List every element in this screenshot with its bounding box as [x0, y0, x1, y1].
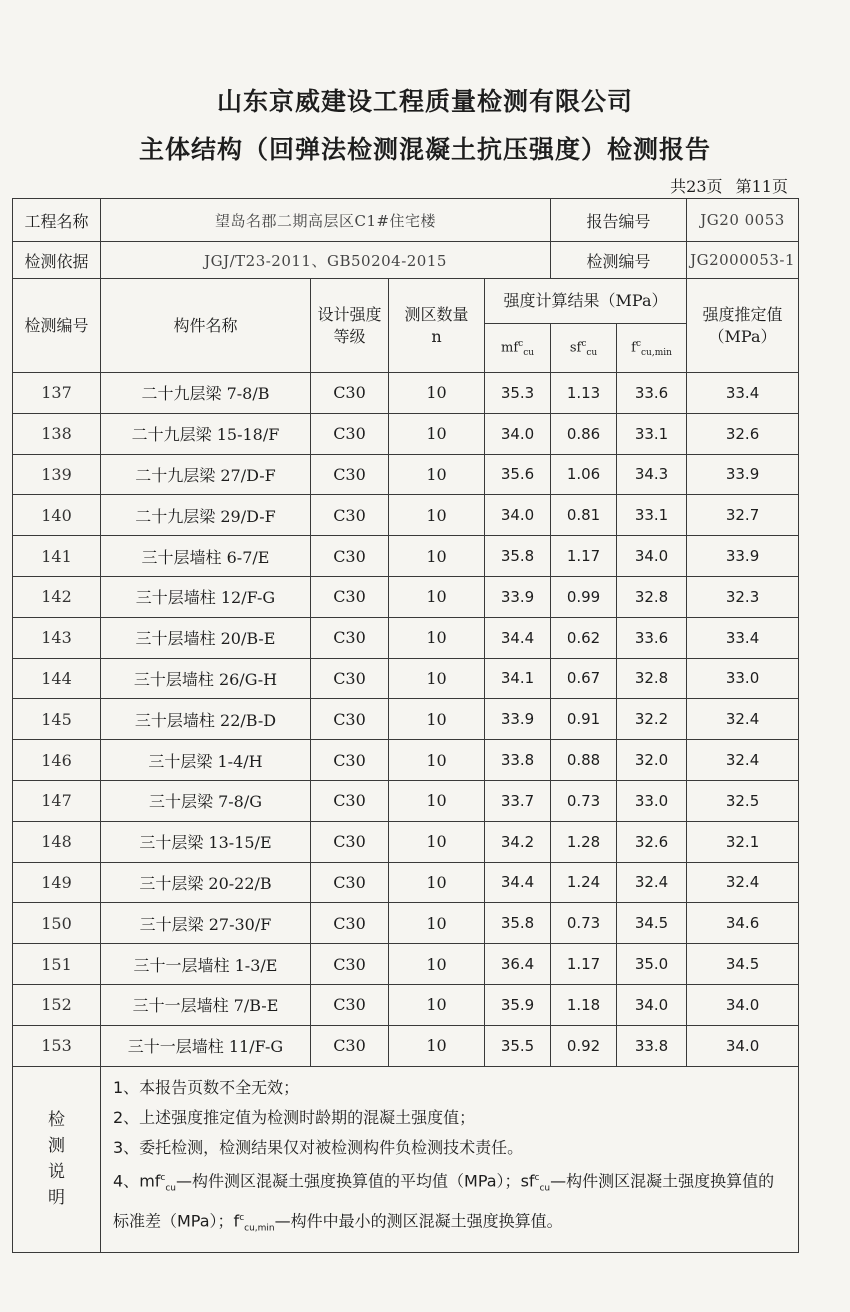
cell-zone-count: 10	[389, 1025, 485, 1066]
cell-min: 33.6	[617, 373, 687, 414]
cell-test-id: 150	[13, 903, 101, 944]
col-mean	[485, 324, 551, 373]
note4-sym-mean-sup: c	[160, 1172, 166, 1183]
cell-test-id: 145	[13, 699, 101, 740]
table-row	[13, 454, 799, 495]
col-mean-sym: mf	[501, 339, 519, 355]
project-label: 工程名称	[13, 199, 101, 242]
cell-min: 32.6	[617, 821, 687, 862]
cell-member-name: 三十层墙柱 22/B-D	[101, 699, 311, 740]
cell-test-id: 152	[13, 984, 101, 1025]
cell-estimate: 32.5	[687, 780, 799, 821]
notes-label-char: 说	[48, 1162, 65, 1183]
cell-min: 35.0	[617, 944, 687, 985]
cell-zone-count: 10	[389, 821, 485, 862]
cell-min: 32.4	[617, 862, 687, 903]
cell-std: 0.91	[551, 699, 617, 740]
test-no-label: 检测编号	[551, 242, 687, 279]
cell-mean: 33.9	[485, 576, 551, 617]
table-row	[13, 780, 799, 821]
cell-member-name: 三十一层墙柱 7/B-E	[101, 984, 311, 1025]
note4-text-min: —构件中最小的测区混凝土强度换算值。	[274, 1211, 563, 1231]
report-no-value: JG20 0053	[687, 199, 799, 242]
col-std-sub: cu	[586, 347, 598, 358]
data-rows	[13, 373, 799, 1067]
cell-design-grade: C30	[311, 536, 389, 577]
cell-member-name: 三十层梁 1-4/H	[101, 740, 311, 781]
col-min	[617, 324, 687, 373]
cell-min: 32.2	[617, 699, 687, 740]
cell-zone-count: 10	[389, 699, 485, 740]
cell-zone-count: 10	[389, 373, 485, 414]
cell-design-grade: C30	[311, 699, 389, 740]
cell-member-name: 二十九层梁 7-8/B	[101, 373, 311, 414]
note-item: 2、上述强度推定值为检测时龄期的混凝土强度值；	[113, 1107, 476, 1127]
table-row	[13, 903, 799, 944]
note4-prefix: 4、	[113, 1170, 140, 1190]
cell-estimate: 32.4	[687, 862, 799, 903]
page-total: 共23页	[670, 177, 723, 196]
cell-std: 0.92	[551, 1025, 617, 1066]
cell-zone-count: 10	[389, 740, 485, 781]
cell-design-grade: C30	[311, 617, 389, 658]
cell-design-grade: C30	[311, 373, 389, 414]
test-no-value: JG2000053-1	[687, 242, 799, 279]
cell-test-id: 137	[13, 373, 101, 414]
cell-zone-count: 10	[389, 984, 485, 1025]
cell-std: 0.67	[551, 658, 617, 699]
cell-member-name: 三十层墙柱 12/F-G	[101, 576, 311, 617]
cell-zone-count: 10	[389, 862, 485, 903]
note4-sym-std-sup: c	[534, 1172, 540, 1183]
table-row	[13, 576, 799, 617]
cell-member-name: 三十层墙柱 26/G-H	[101, 658, 311, 699]
cell-member-name: 三十一层墙柱 11/F-G	[101, 1025, 311, 1066]
col-member-name: 构件名称	[101, 279, 311, 373]
cell-estimate: 32.6	[687, 413, 799, 454]
col-min-sym: f	[631, 339, 636, 355]
cell-min: 33.0	[617, 780, 687, 821]
cell-design-grade: C30	[311, 903, 389, 944]
cell-design-grade: C30	[311, 413, 389, 454]
cell-std: 0.88	[551, 740, 617, 781]
cell-member-name: 二十九层梁 29/D-F	[101, 495, 311, 536]
cell-estimate: 32.1	[687, 821, 799, 862]
basis-label: 检测依据	[13, 242, 101, 279]
cell-member-name: 三十层墙柱 20/B-E	[101, 617, 311, 658]
cell-design-grade: C30	[311, 576, 389, 617]
cell-std: 0.86	[551, 413, 617, 454]
cell-test-id: 147	[13, 780, 101, 821]
cell-estimate: 32.4	[687, 740, 799, 781]
cell-test-id: 149	[13, 862, 101, 903]
cell-std: 0.62	[551, 617, 617, 658]
cell-std: 1.13	[551, 373, 617, 414]
col-test-id: 检测编号	[13, 279, 101, 373]
table-row	[13, 617, 799, 658]
cell-design-grade: C30	[311, 454, 389, 495]
table-row	[13, 1025, 799, 1066]
note-item: 1、本报告页数不全无效；	[113, 1077, 300, 1097]
table-row	[13, 373, 799, 414]
cell-design-grade: C30	[311, 780, 389, 821]
cell-zone-count: 10	[389, 495, 485, 536]
cell-min: 33.1	[617, 495, 687, 536]
cell-std: 1.28	[551, 821, 617, 862]
cell-mean: 34.4	[485, 617, 551, 658]
basis-row	[13, 242, 799, 279]
cell-member-name: 三十一层墙柱 1-3/E	[101, 944, 311, 985]
notes-label-char: 检	[48, 1110, 65, 1131]
cell-mean: 34.0	[485, 495, 551, 536]
cell-min: 34.0	[617, 984, 687, 1025]
report-table	[12, 198, 799, 1253]
cell-std: 1.06	[551, 454, 617, 495]
note4-sym-mean: mf	[139, 1170, 161, 1190]
cell-std: 1.24	[551, 862, 617, 903]
cell-member-name: 二十九层梁 27/D-F	[101, 454, 311, 495]
cell-std: 1.18	[551, 984, 617, 1025]
cell-design-grade: C30	[311, 821, 389, 862]
note-item: 3、委托检测，检测结果仅对被检测构件负检测技术责任。	[113, 1137, 524, 1157]
report-no-label: 报告编号	[551, 199, 687, 242]
table-row	[13, 699, 799, 740]
cell-estimate: 34.6	[687, 903, 799, 944]
cell-std: 0.99	[551, 576, 617, 617]
cell-design-grade: C30	[311, 984, 389, 1025]
col-mean-sup: c	[518, 338, 524, 349]
cell-zone-count: 10	[389, 658, 485, 699]
note4-sym-min-sub: cu,min	[244, 1223, 275, 1234]
cell-estimate: 34.5	[687, 944, 799, 985]
col-std-sup: c	[581, 338, 587, 349]
cell-design-grade: C30	[311, 1025, 389, 1066]
cell-mean: 35.8	[485, 536, 551, 577]
cell-member-name: 三十层墙柱 6-7/E	[101, 536, 311, 577]
table-row	[13, 413, 799, 454]
note4-sym-min: f	[233, 1211, 240, 1231]
cell-min: 34.0	[617, 536, 687, 577]
cell-mean: 34.4	[485, 862, 551, 903]
col-design-grade-label: 设计强度等级	[317, 304, 382, 346]
cell-estimate: 33.9	[687, 536, 799, 577]
table-row	[13, 658, 799, 699]
cell-min: 33.6	[617, 617, 687, 658]
table-row	[13, 821, 799, 862]
cell-test-id: 148	[13, 821, 101, 862]
col-zone-count	[389, 279, 485, 373]
cell-std: 0.73	[551, 903, 617, 944]
cell-mean: 34.0	[485, 413, 551, 454]
table-row	[13, 536, 799, 577]
cell-mean: 34.1	[485, 658, 551, 699]
col-std-sym: sf	[569, 339, 582, 355]
cell-mean: 33.9	[485, 699, 551, 740]
cell-mean: 35.5	[485, 1025, 551, 1066]
cell-estimate: 32.4	[687, 699, 799, 740]
cell-mean: 35.3	[485, 373, 551, 414]
cell-mean: 35.6	[485, 454, 551, 495]
col-min-sub: cu,min	[641, 347, 672, 358]
note4-sym-std: sf	[520, 1170, 535, 1190]
cell-std: 0.73	[551, 780, 617, 821]
cell-estimate: 34.0	[687, 1025, 799, 1066]
report-title: 主体结构（回弹法检测混凝土抗压强度）检测报告	[138, 135, 711, 164]
cell-estimate: 33.0	[687, 658, 799, 699]
cell-estimate: 33.9	[687, 454, 799, 495]
note4-sym-std-sub: cu	[539, 1183, 551, 1194]
cell-estimate: 33.4	[687, 373, 799, 414]
cell-mean: 33.7	[485, 780, 551, 821]
cell-min: 34.5	[617, 903, 687, 944]
cell-zone-count: 10	[389, 536, 485, 577]
cell-min: 33.8	[617, 1025, 687, 1066]
col-zone-count-symbol: n	[431, 326, 442, 346]
note4-text-mean: —构件测区混凝土强度换算值的平均值（MPa）；	[176, 1170, 521, 1190]
cell-member-name: 三十层梁 20-22/B	[101, 862, 311, 903]
cell-std: 1.17	[551, 536, 617, 577]
cell-test-id: 146	[13, 740, 101, 781]
project-value: 望岛名郡二期高层区C1#住宅楼	[101, 199, 551, 242]
cell-test-id: 142	[13, 576, 101, 617]
cell-design-grade: C30	[311, 740, 389, 781]
cell-zone-count: 10	[389, 944, 485, 985]
col-calc-results: 强度计算结果（MPa）	[485, 279, 687, 324]
cell-zone-count: 10	[389, 617, 485, 658]
cell-zone-count: 10	[389, 576, 485, 617]
note4-sym-min-sup: c	[239, 1213, 245, 1224]
cell-estimate: 32.7	[687, 495, 799, 536]
col-std	[551, 324, 617, 373]
cell-member-name: 三十层梁 27-30/F	[101, 903, 311, 944]
col-mean-sub: cu	[523, 347, 535, 358]
cell-estimate: 32.3	[687, 576, 799, 617]
cell-min: 32.8	[617, 576, 687, 617]
table-row	[13, 740, 799, 781]
cell-test-id: 138	[13, 413, 101, 454]
cell-test-id: 151	[13, 944, 101, 985]
cell-design-grade: C30	[311, 944, 389, 985]
cell-test-id: 139	[13, 454, 101, 495]
cell-mean: 34.2	[485, 821, 551, 862]
basis-value: JGJ/T23-2011、GB50204-2015	[101, 242, 551, 279]
cell-mean: 35.8	[485, 903, 551, 944]
col-zone-count-label: 测区数量	[404, 304, 469, 324]
cell-zone-count: 10	[389, 780, 485, 821]
col-estimate: 强度推定值（MPa）	[687, 279, 799, 373]
cell-min: 34.3	[617, 454, 687, 495]
cell-test-id: 144	[13, 658, 101, 699]
notes-label-char: 测	[48, 1136, 65, 1157]
cell-member-name: 三十层梁 13-15/E	[101, 821, 311, 862]
cell-design-grade: C30	[311, 862, 389, 903]
col-design-grade	[311, 279, 389, 373]
notes-label	[13, 1066, 101, 1252]
cell-mean: 35.9	[485, 984, 551, 1025]
cell-min: 32.0	[617, 740, 687, 781]
cell-member-name: 二十九层梁 15-18/F	[101, 413, 311, 454]
cell-design-grade: C30	[311, 658, 389, 699]
cell-zone-count: 10	[389, 413, 485, 454]
notes-content	[101, 1066, 799, 1252]
cell-test-id: 153	[13, 1025, 101, 1066]
cell-min: 32.8	[617, 658, 687, 699]
cell-test-id: 140	[13, 495, 101, 536]
note4-text-std: —构件测区混凝土强度换算值的标准差（MPa）；	[113, 1170, 775, 1231]
notes-label-char: 明	[48, 1188, 65, 1209]
note4-sym-mean-sub: cu	[165, 1183, 177, 1194]
cell-std: 1.17	[551, 944, 617, 985]
company-name: 山东京威建设工程质量检测有限公司	[216, 87, 633, 116]
cell-min: 33.1	[617, 413, 687, 454]
cell-design-grade: C30	[311, 495, 389, 536]
cell-estimate: 34.0	[687, 984, 799, 1025]
project-row	[13, 199, 799, 242]
cell-std: 0.81	[551, 495, 617, 536]
table-row	[13, 944, 799, 985]
page-current: 第11页	[735, 177, 788, 196]
table-row	[13, 984, 799, 1025]
cell-zone-count: 10	[389, 903, 485, 944]
cell-estimate: 33.4	[687, 617, 799, 658]
notes-row	[13, 1066, 799, 1252]
cell-mean: 36.4	[485, 944, 551, 985]
col-min-sup: c	[635, 338, 641, 349]
page-counter	[662, 174, 788, 197]
cell-member-name: 三十层梁 7-8/G	[101, 780, 311, 821]
note-item-4	[113, 1163, 788, 1244]
table-row	[13, 862, 799, 903]
table-row	[13, 495, 799, 536]
cell-mean: 33.8	[485, 740, 551, 781]
cell-zone-count: 10	[389, 454, 485, 495]
cell-test-id: 143	[13, 617, 101, 658]
cell-test-id: 141	[13, 536, 101, 577]
